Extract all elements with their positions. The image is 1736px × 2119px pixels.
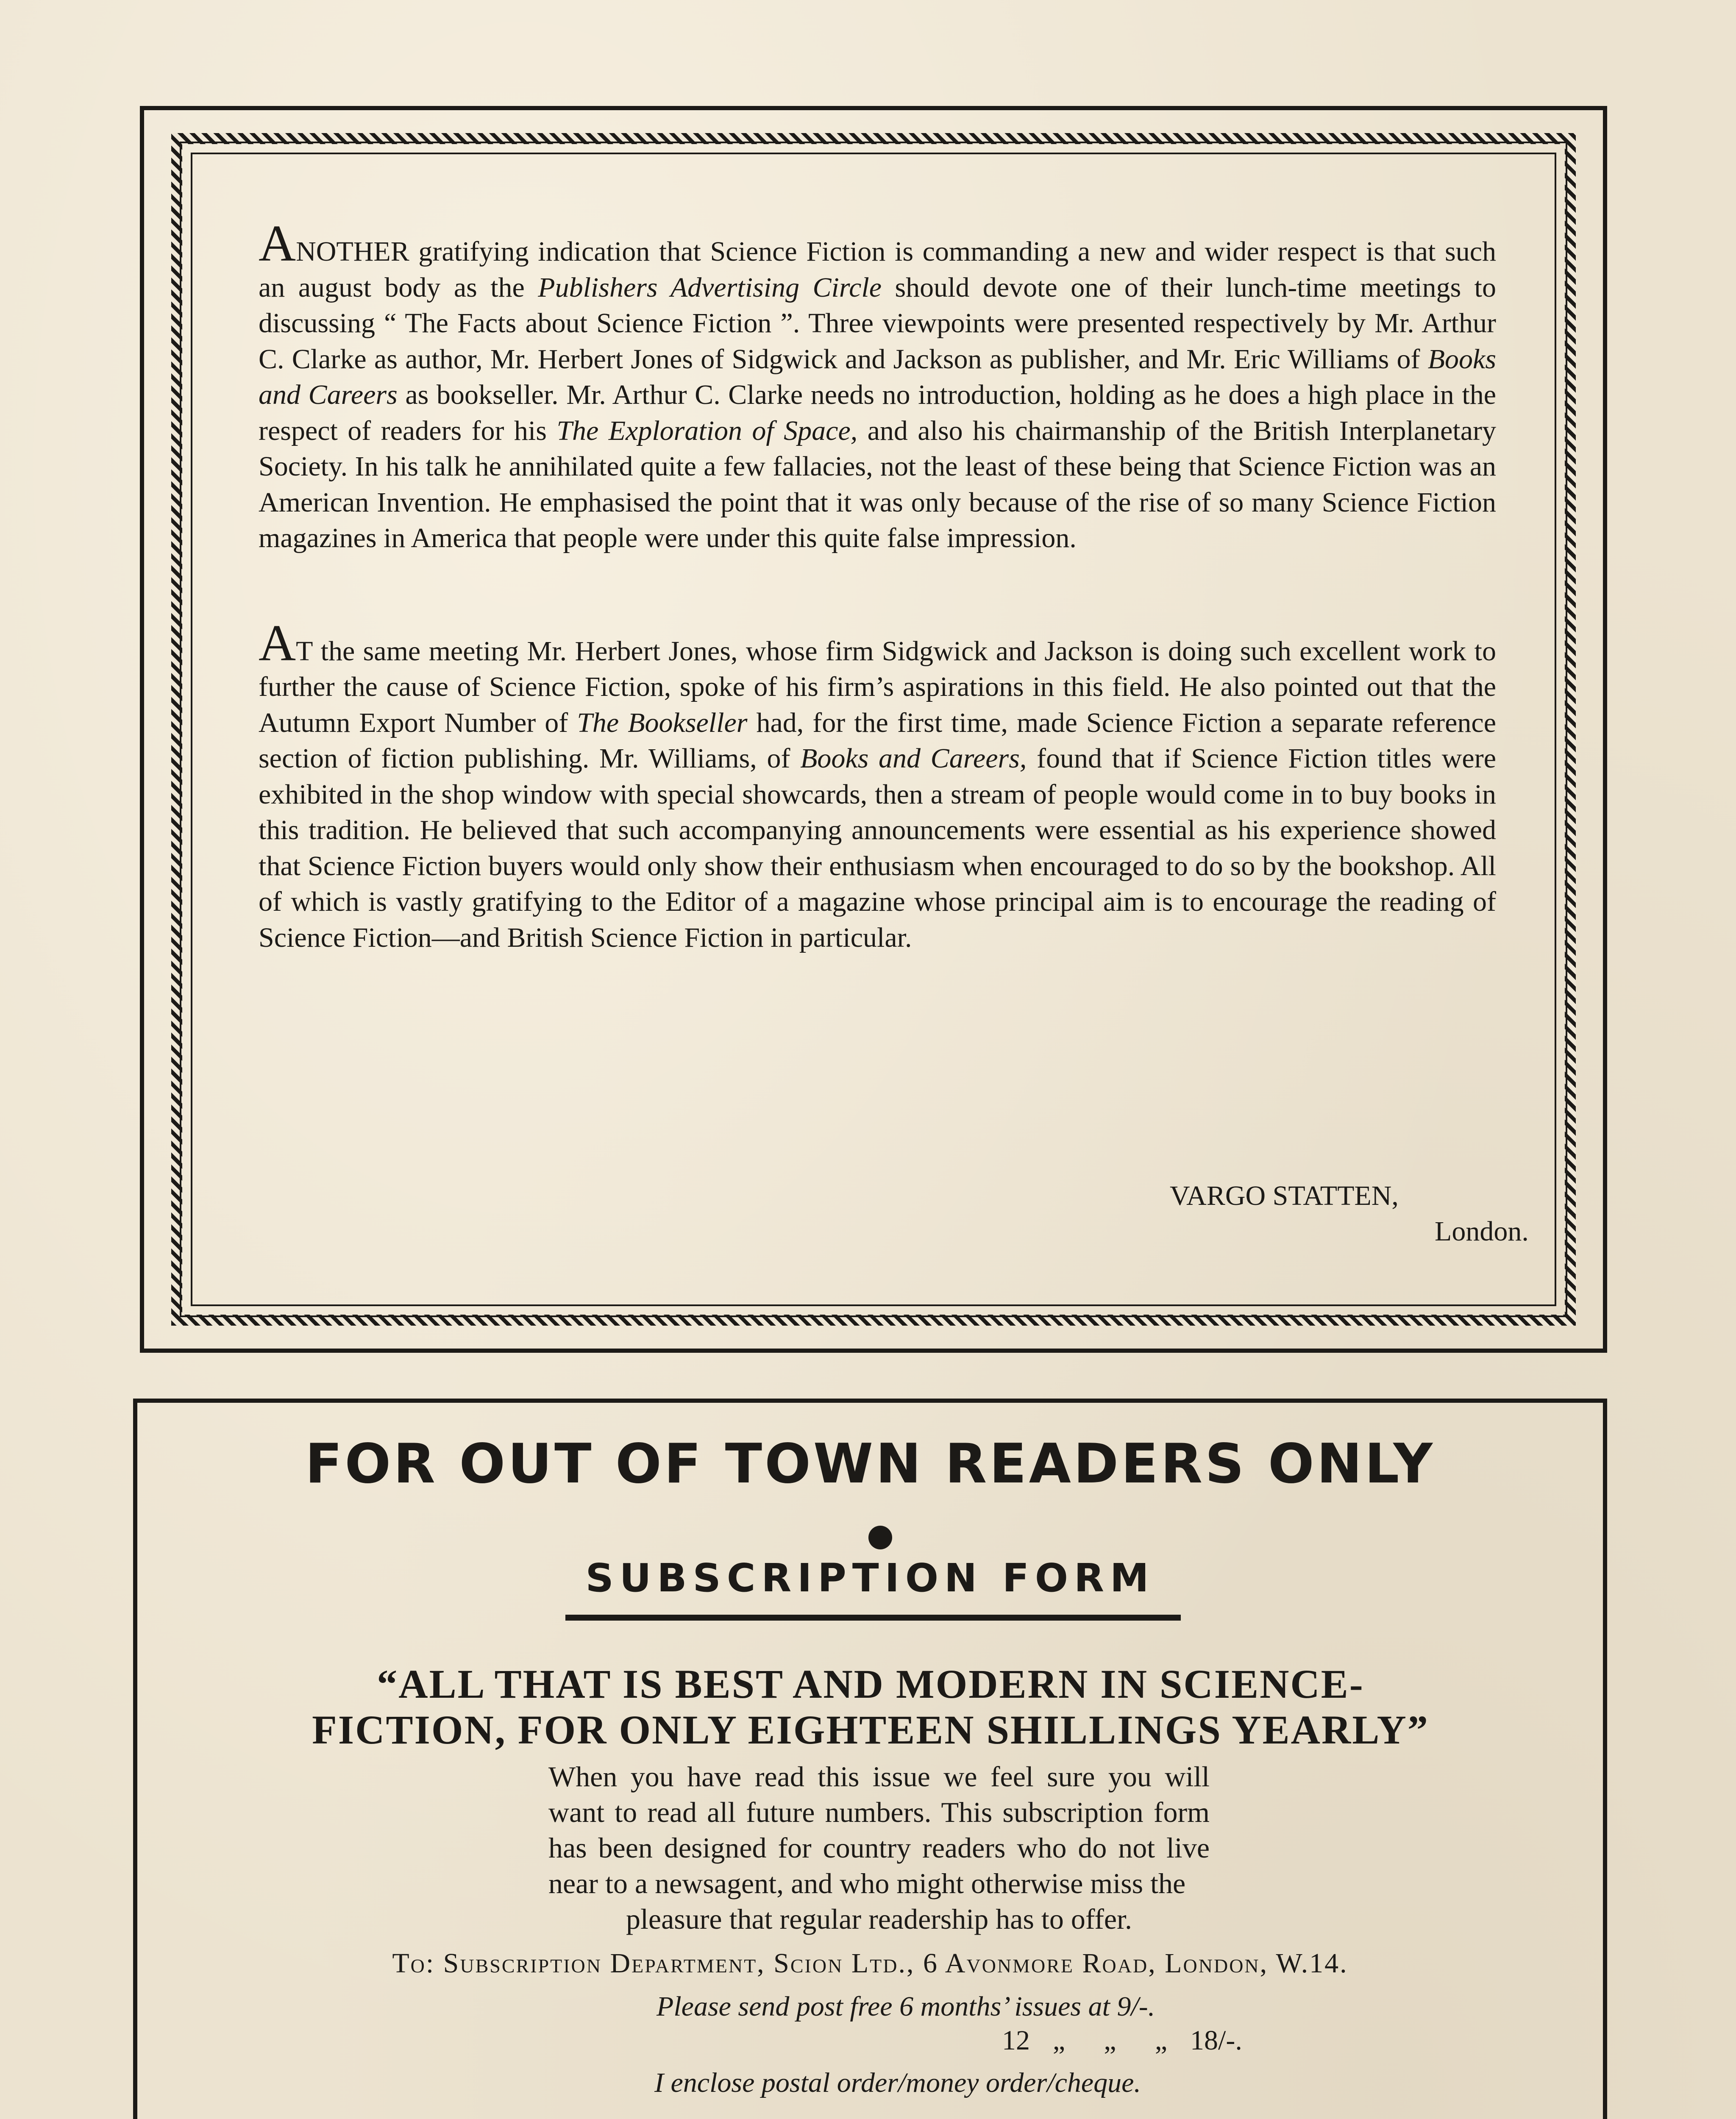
text-run: had, for the first time, made Science Fiction a separate reference section of fiction publishing. Mr. Williams, of <box>259 707 1496 774</box>
italic-title: The Exploration of Space, <box>556 415 858 446</box>
months-value: 12 <box>1002 2025 1030 2056</box>
form-title: SUBSCRIPTION FORM <box>585 1555 1155 1601</box>
body-text: When you have read this issue we feel sure you will want to read all future numbers. This subscription form has been designed for country readers who do not live near to a newsagent, and who might otherwise miss the <box>548 1760 1210 1899</box>
body-text-last-line: pleasure that regular readership has to offer. <box>626 1903 1132 1935</box>
opening-word: T <box>296 635 313 667</box>
text-run: and also his chairmanship of the British Interplanetary Society. In his talk he annihilated quite a few fallacies, not the least of these being that Science Fiction was an American Invention. He emphasised the point that it was only because of the rise of so many Science Fiction magazines in America that people were under this quite false impression. <box>259 415 1496 553</box>
signature-name: VARGO STATTEN, <box>1170 1180 1399 1211</box>
italic-title: Books and Careers <box>259 343 1496 410</box>
bullet-dot-icon <box>868 1526 892 1549</box>
drop-cap: A <box>259 215 296 272</box>
editorial-paragraph-2 <box>259 614 1496 956</box>
editorial-text <box>259 215 1496 956</box>
text-run: as bookseller. Mr. Arthur C. Clarke needs no introduction, holding as he does a high place in the respect of readers for his <box>259 379 1496 446</box>
order-option-6-months[interactable]: Please send post free 6 months’ issues at 9/-. <box>657 1991 1155 2022</box>
italic-title: The Bookseller <box>577 707 748 738</box>
ditto-mark: „ <box>1052 2025 1066 2056</box>
signature-place: London. <box>1435 1216 1529 1247</box>
order-option-12-months[interactable] <box>1002 2024 1242 2058</box>
slogan-line: “ALL THAT IS BEST AND MODERN IN SCIENCE- <box>377 1661 1364 1707</box>
italic-title: Publishers Advertising Circle <box>538 272 882 303</box>
title-underline <box>565 1615 1181 1621</box>
editorial-paragraph-1 <box>259 215 1496 556</box>
text-run: gratifying indication that Science Fiction is commanding a new and wider respect is that such an august body as the <box>259 236 1496 303</box>
price-value: 18/-. <box>1190 2025 1242 2056</box>
payment-method-line[interactable]: I enclose postal order/money order/cheque. <box>654 2067 1141 2098</box>
subscription-address: To: Subscription Department, Scion Ltd., 6 Avonmore Road, London, W.14. <box>392 1948 1348 1979</box>
subscription-body <box>548 1759 1210 1937</box>
ditto-mark: „ <box>1104 2025 1116 2056</box>
text-run: the same meeting Mr. Herbert Jones, whose firm Sidgwick and Jackson is doing such excellent work to further the cause of Science Fiction, spoke of his firm’s aspirations in this field. He also pointed out that the Autumn Export Number of <box>259 635 1496 738</box>
text-run: should devote one of their lunch-time meetings to discussing “ The Facts about Science Fiction ”. Three viewpoints were presented respectively by Mr. Arthur C. Clarke as author, Mr. Herbert Jones of Sidgwick and Jackson as publisher, and Mr. Eric Williams of <box>259 272 1496 375</box>
text-run: found that if Science Fiction titles were exhibited in the shop window with special showcards, then a stream of people would come in to buy books in this tradition. He believed that such accompanying announcements were essential as his experience showed that Science Fiction buyers would only show their enthusiasm when encouraged to do so by the bookshop. All of which is vastly gratifying to the Editor of a magazine whose principal aim is to encourage the reading of Science Fiction—and British Science Fiction in particular. <box>259 743 1496 953</box>
subscription-heading: FOR OUT OF TOWN READERS ONLY <box>305 1432 1436 1496</box>
ditto-mark: „ <box>1155 2025 1168 2056</box>
subscription-box <box>133 1399 1607 2119</box>
signature <box>1170 1178 1551 1249</box>
italic-title: Books and Careers, <box>800 743 1027 774</box>
slogan-line: FICTION, FOR ONLY EIGHTEEN SHILLINGS YEARLY” <box>312 1707 1429 1752</box>
editorial-box <box>140 106 1607 1353</box>
slogan <box>239 1661 1502 1753</box>
opening-word: NOTHER <box>296 236 409 267</box>
drop-cap: A <box>259 614 296 672</box>
